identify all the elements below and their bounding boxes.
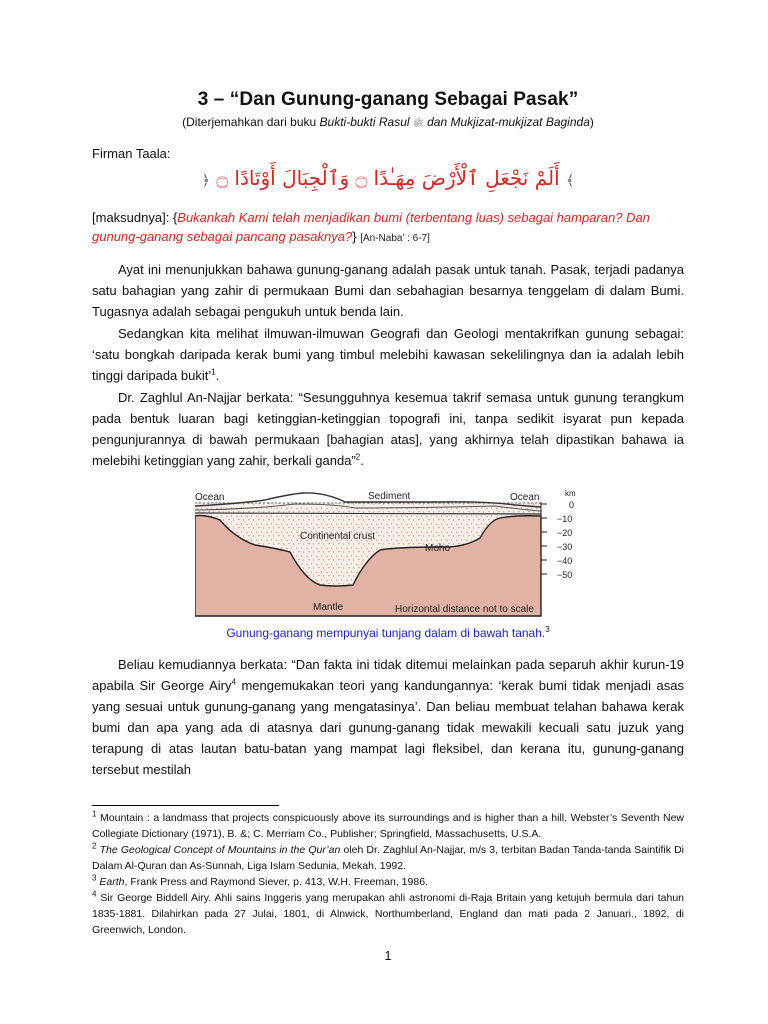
footnote-title: Earth — [99, 876, 125, 888]
label-ocean-right: Ocean — [510, 492, 540, 503]
page-title: 3 – “Dan Gunung-ganang Sebagai Pasak” — [197, 89, 579, 110]
subtitle-prefix: (Diterjemahkan dari buku — [182, 115, 320, 129]
figure-caption — [92, 626, 684, 640]
label-moho: Moho — [425, 543, 451, 554]
footnote-1 — [92, 810, 684, 842]
verse-reference: [An-Naba’ : 6-7] — [360, 233, 430, 244]
tick-10: −10 — [557, 514, 573, 524]
paragraph-2 — [92, 323, 684, 386]
meaning-label: [maksudnya]: { — [92, 210, 178, 225]
paragraph-1 — [92, 259, 684, 322]
label-ocean-left: Ocean — [195, 492, 225, 503]
footnote-number: 4 — [92, 889, 97, 899]
label-mantle: Mantle — [313, 602, 344, 613]
paragraph-text: Ayat ini menunjukkan bahawa gunung-ganang adalah pasak untuk tanah. Pasak, terjadi padanya satu bahagian yang zahir di permukaan Bumi dan sebahagian besarnya tenggelam di dalam Bumi. Tugasnya adalah sebagai pengukuh untuk benda lain. — [92, 262, 684, 319]
verse-arabic-text: أَلَمْ نَجْعَلِ ٱلْأَرْضَ مِهَـٰدًا ۝ وَٱلْجِبَالَ أَوْتَادًا ۝ — [216, 166, 560, 190]
subtitle-mid: dan — [423, 115, 451, 129]
firman-label: Firman Taala: — [92, 146, 171, 161]
footnote-3 — [92, 874, 684, 890]
footnote-text: , Frank Press and Raymond Siever, p. 413, W.H. Freeman, 1986. — [124, 876, 428, 888]
footnote-text: oleh Dr. Zaghlul An-Najjar, m/s 3, terbitan Badan Tanda-tanda Saintifik Di Dalam Al-Quran dan As-Sunnah, Liga Islam Sedunia, Mekah. 1992. — [92, 844, 685, 872]
footnote-4 — [92, 890, 684, 938]
meaning-close: } — [352, 229, 357, 244]
label-not-to-scale: Horizontal distance not to scale — [395, 604, 534, 615]
tick-50: −50 — [557, 570, 573, 580]
quran-verse — [92, 166, 684, 190]
paragraph-text: Beliau kemudiannya berkata: “Dan fakta ini tidak ditemui melainkan pada separuh akhir kurun-19 apabila Sir George Airy — [92, 657, 684, 693]
paragraph-tail: mengemukakan teori yang kandungannya: ‘kerak bumi tidak menjadi asas yang sesuai untuk gunung-ganang yang mengatasinya’. Dan beliau membuat telahan bahawa kerak bumi dan apa yang ada di atasnya dari gunung-ganang tidak mewakili kecuali satu juzuk yang terapung di atas lautan batu-batan yang mampat lagi fleksibel, dan kerana itu, gunung-ganang tersebut mestilah — [92, 678, 684, 777]
page-subtitle — [92, 115, 684, 131]
footnote-2 — [92, 842, 684, 874]
paragraph-3 — [92, 387, 684, 471]
tick-30: −30 — [557, 542, 573, 552]
footnote-ref-1[interactable]: 1 — [211, 367, 216, 377]
subtitle-book1: Bukti-bukti Rasul — [319, 115, 410, 129]
footnote-ref-2[interactable]: 2 — [355, 452, 361, 462]
meaning-text: Bukankah Kami telah menjadikan bumi (terbentang luas) sebagai hamparan? Dan gunung-ganang sebagai pancang pasaknya? — [92, 210, 650, 244]
salawat-icon: ﷺ — [412, 118, 424, 128]
verse-open-bracket-icon: ﴾ — [566, 173, 575, 189]
label-km: km — [565, 490, 576, 498]
subtitle-suffix: ) — [589, 115, 594, 129]
tick-20: −20 — [557, 528, 573, 538]
crust-cross-section-figure — [195, 490, 587, 618]
footnote-ref-3[interactable]: 3 — [545, 625, 550, 634]
paragraph-text: Dr. Zaghlul An-Najjar berkata: “Sesungguhnya kesemua takrif semasa untuk gunung terangkum pada bentuk luaran bagi ketinggian-ketinggian topografi ini, tanpa sedikit isyarat pun kepada pengunjurannya di bawah permukaan [bahagian atas], yang akhirnya telah dipastikan bahawa ia melebihi ketinggian yang zahir, berkali ganda” — [92, 390, 684, 468]
caption-text: Gunung-ganang mempunyai tunjang dalam di bawah tanah. — [226, 626, 546, 640]
cross-section-diagram — [195, 490, 587, 618]
subtitle-book2: Mukjizat-mukjizat Baginda — [450, 115, 590, 129]
footnote-text: Mountain : a landmass that projects conspicuously above its surroundings and is higher than a hill. Webster’s Seventh New Collegiate Dictionary (1971), B. &; C. Merriam Co., Publisher; Springfield, Massachusetts, U.S.A. — [92, 812, 685, 840]
footnote-number: 1 — [92, 809, 97, 819]
paragraph-4 — [92, 654, 684, 780]
footnote-separator — [92, 805, 279, 806]
footnote-number: 2 — [92, 841, 97, 851]
tick-40: −40 — [557, 556, 573, 566]
paragraph-tail: . — [215, 368, 220, 383]
footnote-number: 3 — [92, 873, 97, 883]
paragraph-tail: . — [360, 453, 364, 468]
footnote-text: Sir George Biddell Airy. Ahli sains Inggeris yang merupakan ahli astronomi di-Raja Britain yang ketujuh bermula dari tahun 1835-1881. Dilahirkan pada 27 Julai, 1801, di Alnwick, Northumberland, England dan mati pada 2 Januari., 1892, di Greenwich, London. — [92, 892, 685, 936]
label-sediment: Sediment — [368, 491, 411, 502]
label-continental-crust: Continental crust — [300, 531, 376, 542]
page-number: 1 — [384, 948, 392, 963]
tick-0: 0 — [569, 500, 575, 510]
footnote-title: The Geological Concept of Mountains in the Qur’an — [99, 844, 341, 856]
footnote-ref-4[interactable]: 4 — [231, 677, 236, 687]
paragraph-text: Sedangkan kita melihat ilmuwan-ilmuwan Geografi dan Geologi mentakrifkan gunung sebagai: ‘satu bongkah daripada kerak bumi yang timbul melebihi kawasan sekelilingnya dan ia adalah lebih tinggi daripada bukit’ — [92, 326, 684, 383]
verse-meaning — [92, 208, 684, 248]
verse-close-bracket-icon: ﴿ — [201, 173, 210, 189]
